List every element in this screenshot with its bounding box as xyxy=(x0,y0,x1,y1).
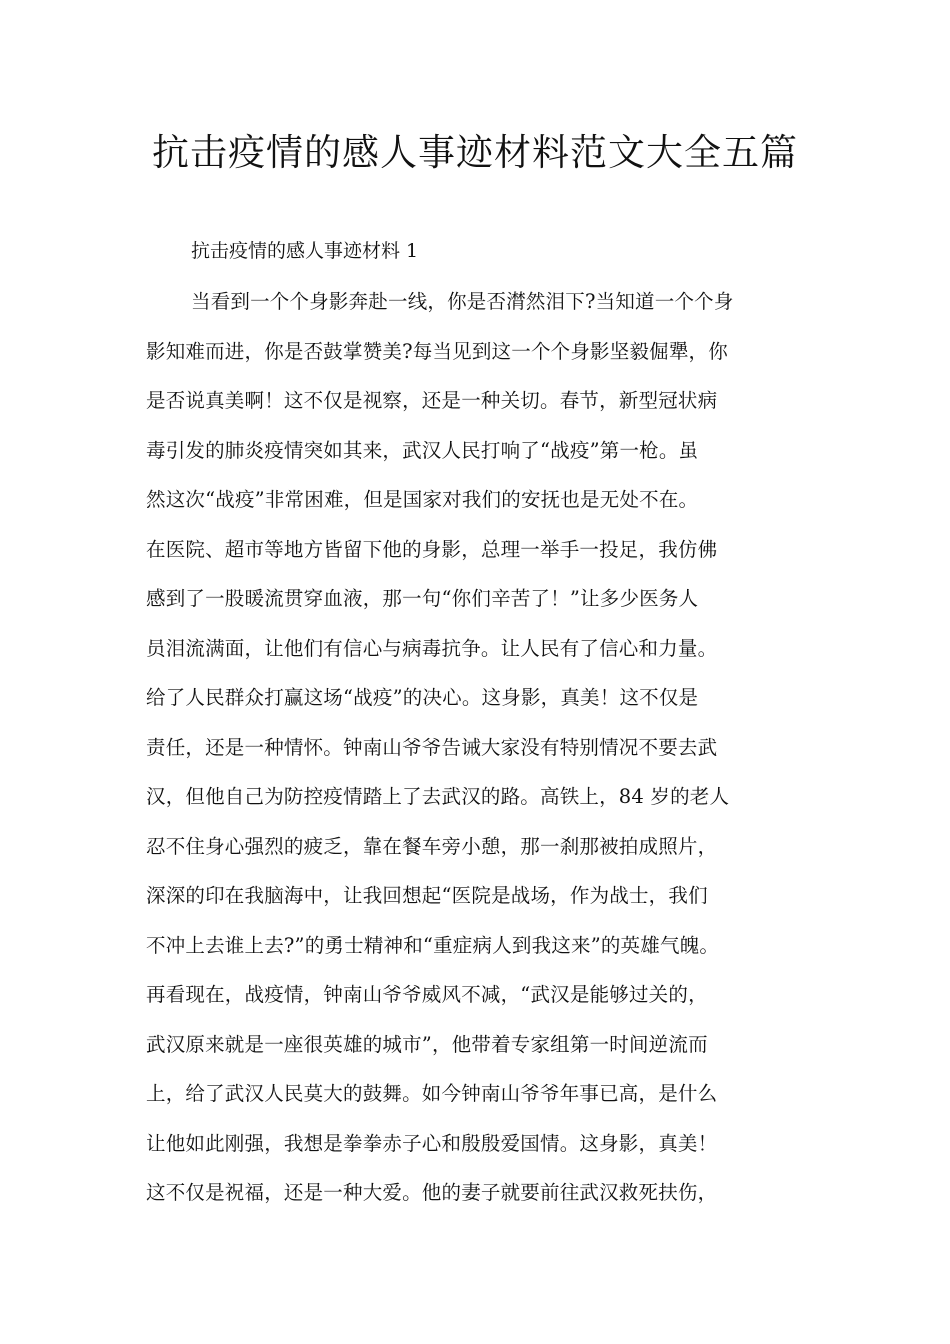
text-line: 不冲上去谁上去?”的勇士精神和“重症病人到我这来”的英雄气魄。 xyxy=(146,933,720,957)
section-heading: 抗击疫情的感人事迹材料 1 xyxy=(191,240,419,262)
text-line: 深深的印在我脑海中，让我回想起“医院是战场，作为战士，我们 xyxy=(146,884,708,907)
text-line: 再看现在，战疫情，钟南山爷爷威风不减，“武汉是能够过关的， xyxy=(146,983,708,1006)
text-line: 忍不住身心强烈的疲乏，靠在餐车旁小憩，那一刹那被拍成照片， xyxy=(146,834,718,858)
text-line: 让他如此刚强，我想是拳拳赤子心和殷殷爱国情。这身影，真美！ xyxy=(146,1131,718,1155)
body-text xyxy=(146,285,826,1226)
text-line: 这不仅是祝福，还是一种大爱。他的妻子就要前往武汉救死扶伤， xyxy=(146,1181,718,1204)
text-line: 上，给了武汉人民莫大的鼓舞。如今钟南山爷爷年事已高，是什么 xyxy=(146,1082,718,1105)
text-line: 在医院、超市等地方皆留下他的身影，总理一举手一投足，我仿佛 xyxy=(146,537,718,561)
document-title: 抗击疫情的感人事迹材料范文大全五篇 xyxy=(152,131,798,174)
text-line: 武汉原来就是一座很英雄的城市”，他带着专家组第一时间逆流而 xyxy=(146,1032,708,1056)
text-line: 责任，还是一种情怀。钟南山爷爷告诫大家没有特别情况不要去武 xyxy=(146,735,718,759)
text-line: 是否说真美啊！这不仅是视察，还是一种关切。春节，新型冠状病 xyxy=(146,389,718,412)
text-line: 影知难而进，你是否鼓掌赞美?每当见到这一个个身影坚毅倔犟，你 xyxy=(146,339,728,363)
text-line: 然这次“战疫”非常困难，但是国家对我们的安抚也是无处不在。 xyxy=(146,488,699,511)
text-line: 感到了一股暖流贯穿血液，那一句“你们辛苦了！”让多少医务人 xyxy=(146,587,699,610)
text-line: 毒引发的肺炎疫情突如其来，武汉人民打响了“战疫”第一枪。虽 xyxy=(146,438,699,462)
text-line: 汉，但他自己为防控疫情踏上了去武汉的路。高铁上，84 岁的老人 xyxy=(146,785,730,808)
text-line: 员泪流满面，让他们有信心与病毒抗争。让人民有了信心和力量。 xyxy=(146,636,718,660)
text-line: 给了人民群众打赢这场“战疫”的决心。这身影，真美！这不仅是 xyxy=(146,686,699,709)
text-line: 当看到一个个身影奔赴一线，你是否潸然泪下?当知道一个个身 xyxy=(191,290,734,313)
